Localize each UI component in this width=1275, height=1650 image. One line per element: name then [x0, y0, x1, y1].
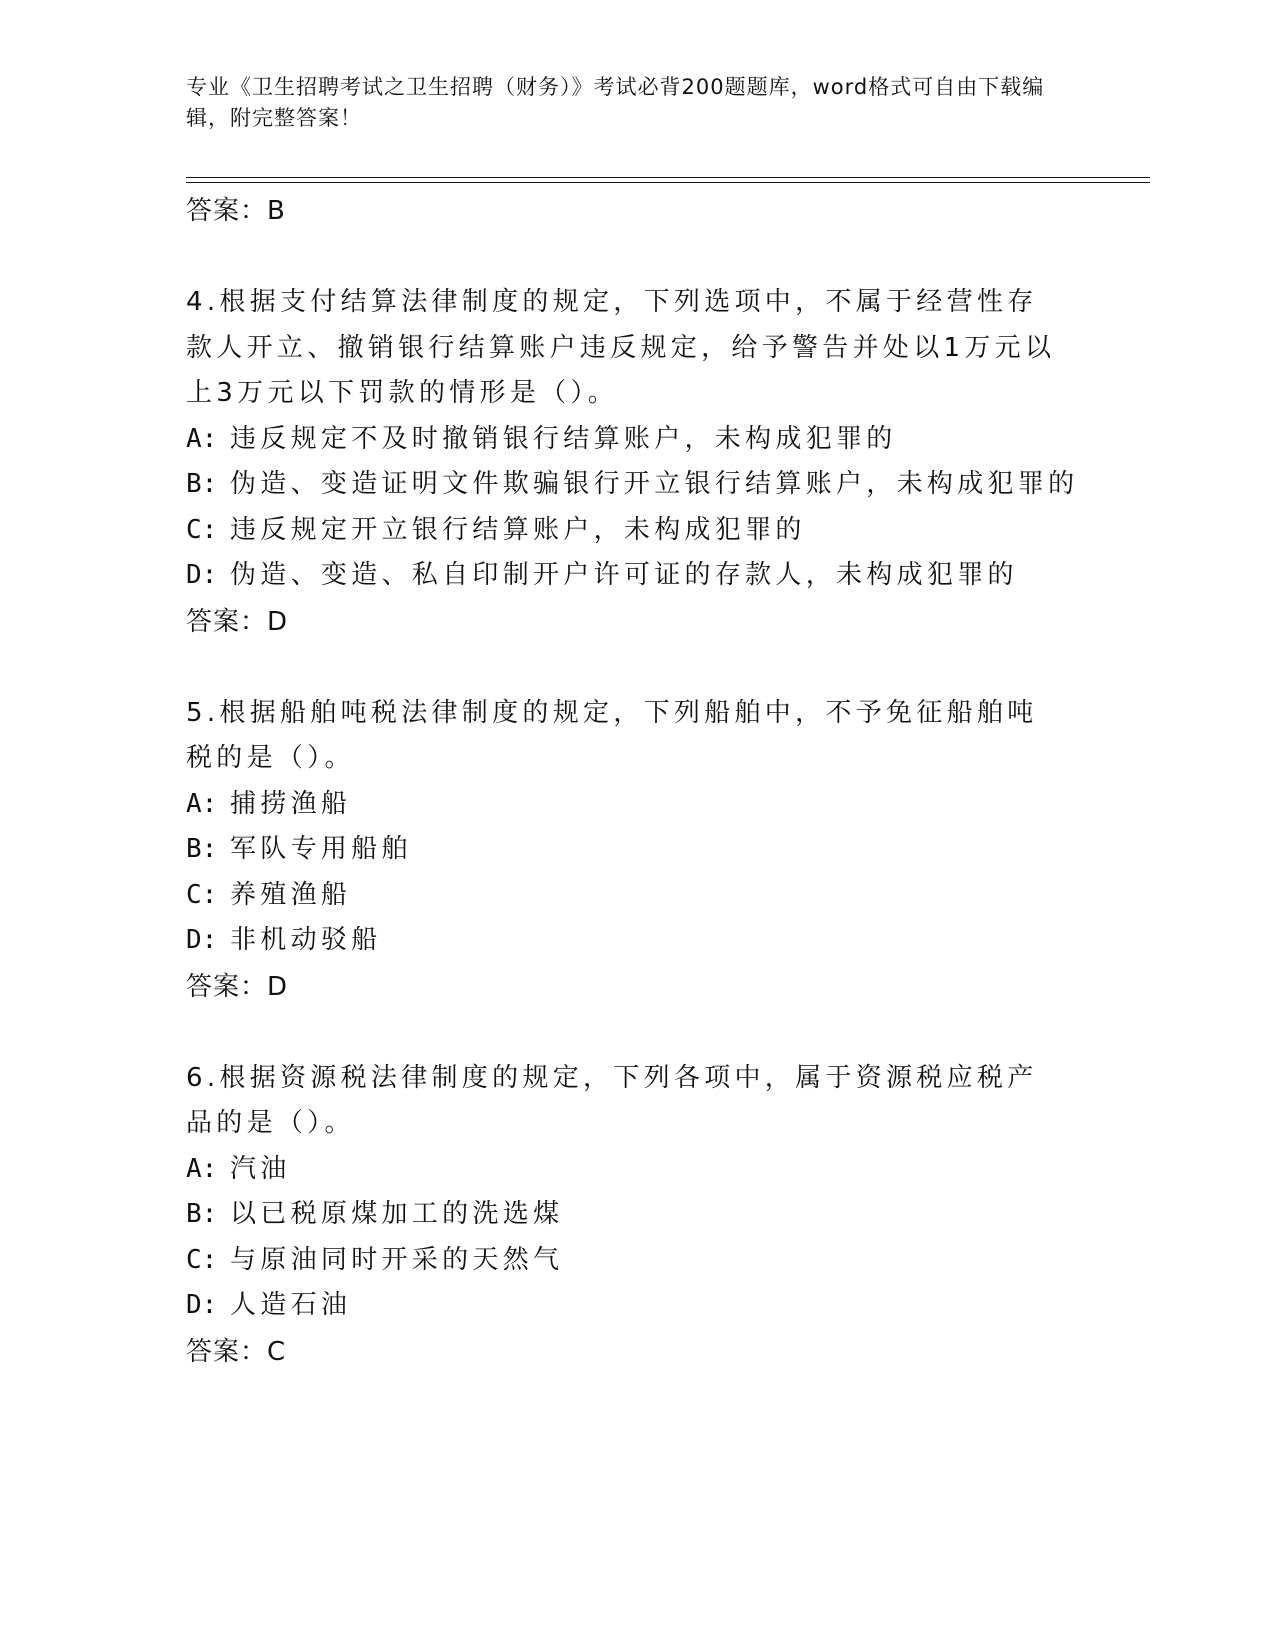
spacer — [186, 645, 1066, 691]
option-text: 非机动驳船 — [230, 925, 382, 955]
question-block — [186, 1056, 1066, 1375]
option-text: 伪造、变造证明文件欺骗银行开立银行结算账户，未构成犯罪的 — [230, 469, 1079, 499]
option-letter: D: — [186, 1290, 218, 1320]
option-b — [186, 462, 1079, 508]
option-d — [186, 553, 1066, 599]
option-text: 与原油同时开采的天然气 — [230, 1244, 564, 1275]
option-letter: B: — [186, 834, 218, 864]
option-text: 军队专用船舶 — [230, 834, 412, 864]
option-letter: A: — [186, 788, 218, 819]
option-text: 以已税原煤加工的洗选煤 — [230, 1199, 564, 1229]
option-text: 伪造、变造、私自印制开户许可证的存款人，未构成犯罪的 — [230, 560, 1018, 590]
option-d — [186, 1283, 1066, 1329]
option-letter: A: — [186, 423, 218, 454]
option-letter: B: — [186, 1199, 218, 1229]
option-letter: B: — [186, 469, 218, 499]
question-answer: 答案：D — [186, 971, 289, 1002]
option-c — [186, 508, 1066, 554]
option-a — [186, 782, 1066, 828]
question-block — [186, 280, 1079, 645]
header-divider-top — [186, 177, 1150, 178]
option-text: 汽油 — [230, 1153, 291, 1184]
option-letter: D: — [186, 560, 218, 590]
option-b — [186, 827, 1066, 873]
question-answer: 答案：C — [186, 1336, 287, 1367]
option-text: 违反规定开立银行结算账户，未构成犯罪的 — [230, 514, 806, 545]
option-d — [186, 918, 1066, 964]
option-a — [186, 417, 1066, 463]
option-letter: C: — [186, 514, 218, 545]
option-letter: C: — [186, 879, 218, 910]
question-stem: 6.根据资源税法律制度的规定，下列各项中，属于资源税应税产品的是（）。 — [186, 1062, 1038, 1138]
option-letter: A: — [186, 1153, 218, 1184]
previous-question-answer: 答案：B — [186, 196, 286, 226]
document-header: 专业《卫生招聘考试之卫生招聘（财务）》考试必背200题题库，word格式可自由下载编辑，附完整答案！ — [186, 75, 1045, 130]
document-body — [186, 188, 1079, 1375]
spacer — [186, 234, 1066, 280]
header-divider-bottom — [186, 182, 1150, 183]
option-letter: D: — [186, 925, 218, 955]
option-text: 违反规定不及时撤销银行结算账户，未构成犯罪的 — [230, 423, 897, 454]
option-c — [186, 873, 1066, 919]
option-b — [186, 1192, 1066, 1238]
option-text: 人造石油 — [230, 1290, 352, 1320]
option-text: 养殖渔船 — [230, 879, 352, 910]
question-stem: 4.根据支付结算法律制度的规定，下列选项中，不属于经营性存款人开立、撤销银行结算账户违反规定，给予警告并处以1万元以上3万元以下罚款的情形是（）。 — [186, 287, 1056, 408]
option-letter: C: — [186, 1244, 218, 1275]
option-text: 捕捞渔船 — [230, 788, 352, 819]
question-answer: 答案：D — [186, 606, 289, 637]
option-c — [186, 1238, 1066, 1284]
question-stem: 5.根据船舶吨税法律制度的规定，下列船舶中，不予免征船舶吨税的是（）。 — [186, 697, 1038, 773]
spacer — [186, 1010, 1066, 1056]
option-a — [186, 1147, 1066, 1193]
question-block — [186, 691, 1066, 1010]
